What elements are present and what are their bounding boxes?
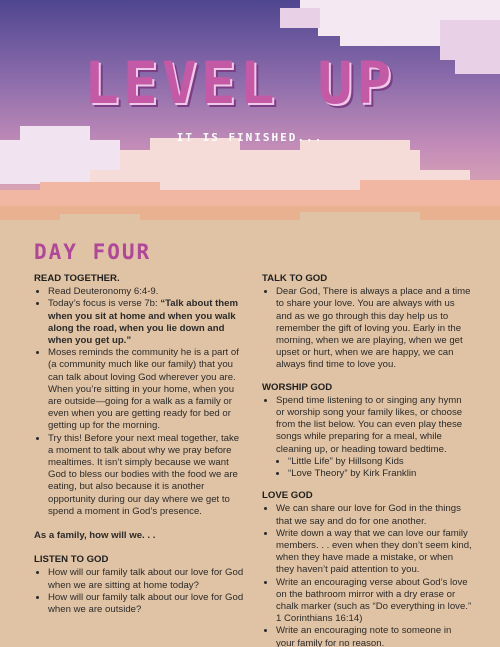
page-subtitle: IT IS FINISHED...	[176, 131, 324, 144]
page-title: LEVEL UP	[84, 49, 396, 117]
worship-heading: WORSHIP GOD	[262, 381, 333, 393]
list-item: • Try this! Before your next meal together, take a moment to talk about why we pray before mealtimes. It isn’t simply because we want God to bless our bodies with the food we are eating, but also because it is another opportunity during our day where we get to spend a moment in God’s presence.	[48, 433, 246, 518]
song-item: • “Love Theory” by Kirk Franklin	[288, 468, 472, 480]
love-heading: LOVE GOD	[262, 490, 313, 502]
read-heading: READ TOGETHER.	[34, 273, 120, 284]
verse-quote: “Talk about them when you sit at home and when you walk along the road, when you lie down and when you get up.”	[48, 298, 238, 347]
song-item: • “Little Life” by Hillsong Kids	[288, 456, 472, 468]
listen-list	[34, 567, 246, 616]
song-list	[262, 456, 472, 480]
talk-heading: TALK TO GOD	[262, 273, 328, 284]
love-list	[262, 503, 472, 647]
list-item: • Moses reminds the community he is a part of (a community much like our family) that you can talk about loving God wherever you are. When you’re sitting in your home, when you are outside—going for a walk as a family or even when you are getting ready for bed or getting up for the morning.	[48, 347, 246, 432]
talk-list	[262, 286, 472, 371]
list-item: • How will our family talk about our love for God when we are outside?	[48, 592, 246, 616]
list-item: • Write down a way that we can love our family members. . . even when they don’t seem kind, when they have made a mistake, or when they haven’t paid attention to you.	[276, 528, 472, 577]
list-item: • We can share our love for God in the things that we say and do for one another.	[276, 503, 472, 527]
list-item: • Today’s focus is verse 7b: “Talk about them when you sit at home and when you walk along the road, when you lie down and when you get up.”	[48, 298, 246, 347]
list-item: • Read Deuteronomy 6:4-9.	[48, 286, 246, 298]
worship-list	[262, 395, 472, 456]
day-heading: DAY FOUR	[34, 240, 152, 264]
list-item: • Write an encouraging verse about God’s love on the bathroom mirror with a dry erase or chalk marker (such as “Do everything in love.” 1 Corinthians 16:14)	[276, 577, 472, 626]
listen-heading: LISTEN TO GOD	[34, 554, 109, 566]
list-item: • Dear God, There is always a place and a time to share your love. You are always with us and as we go through this day help us to remember the gift of loving you. Early in the morning, when we are playing, when we get upset or hurt, when we are happy, we can always find time to love you.	[276, 286, 472, 371]
family-prompt: As a family, how will we. . .	[34, 530, 156, 542]
list-item: • Spend time listening to or singing any hymn or worship song your family likes, or choose from the list below. You can even play these songs while preparing for a meal, while cleaning up, or heading toward bedtime.	[276, 395, 472, 456]
left-column	[34, 273, 246, 616]
read-list	[34, 286, 246, 518]
right-column	[262, 273, 472, 647]
list-item: • Write an encouraging note to someone in your family for no reason.	[276, 625, 472, 647]
list-item: • How will our family talk about our love for God when we are sitting at home today?	[48, 567, 246, 591]
